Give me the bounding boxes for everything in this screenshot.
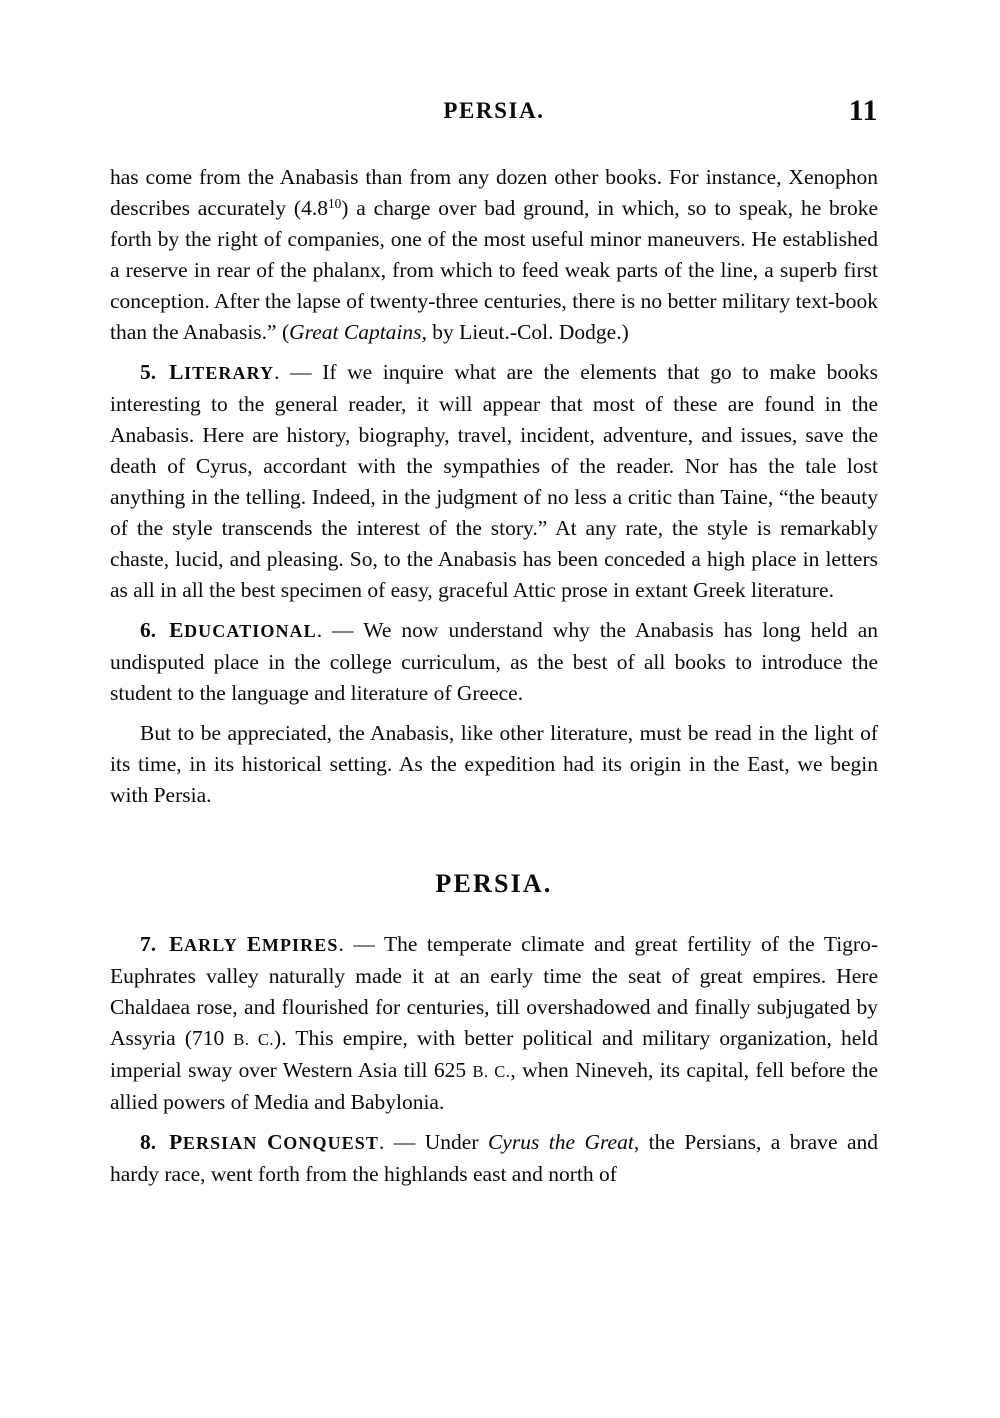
section-8-text-b: , the Persians, a brave and hardy race, went forth from the highlands east and north of [110,1130,878,1186]
section-title-7-initial2: E [246,932,262,956]
chapter-heading: PERSIA. [435,869,553,898]
paragraph-but: But to be appreciated, the Anabasis, like other literature, must be read in the light of its time, in its historical setting. As the expedition had its origin in the East, we begin with Persia. [110,721,878,807]
footnote-reference: 10 [327,196,342,212]
paragraph-carryover [110,162,878,348]
paragraph-section-6 [110,615,878,709]
section-title-6-rest: DUCATIONAL [184,621,317,641]
section-title-7-rest: ARLY [184,935,247,955]
spacer-thin [375,932,384,956]
spacer-thin [415,1130,424,1154]
bc-date-1: B. C. [233,1030,275,1049]
section-title-6-initial: E [169,618,185,642]
em-dash-7: — [353,932,375,956]
section-number-8: 8. [140,1130,157,1154]
text-block [110,162,878,1190]
page-number: 11 [848,94,878,127]
section-title-8-initial: P [169,1130,183,1154]
section-number-7: 7. [140,932,157,956]
citation-title: Great Captains [289,320,422,344]
section-title-7-initial: E [169,932,185,956]
em-dash-5: — [290,360,312,384]
section-8-punct: . [379,1130,394,1154]
paragraph-section-5 [110,357,878,606]
section-title-8-rest: ERSIAN [182,1133,268,1153]
section-title-8 [169,1130,380,1154]
em-dash-8: — [393,1130,416,1154]
cyrus-italic: Cyrus the Great [487,1130,634,1154]
section-7-punct: . [338,932,354,956]
em-dash-6: — [332,618,354,642]
section-number-5: 5. [140,360,157,384]
section-5-punct: . [274,360,291,384]
section-7-text-a: The temperate climate and great fertility of the Tigro-Euphrates valley naturally made it at an early time the seat of great empires. Here Chaldaea rose, and flourished for centuries, till overshadowed and finally subjugated by Assyria (710 [110,932,878,1050]
running-head-title: PERSIA. [443,98,545,123]
section-8-text-a: Under [424,1130,488,1154]
section-title-8-rest2: ONQUEST [283,1133,380,1153]
paragraph-section-7 [110,929,878,1118]
carryover-text-before-note: has come from the Anabasis than from any dozen other books. For instance, Xenophon describes accurately (4.8 [110,165,878,220]
carryover-text-tail: , by Lieut.-Col. Dodge.) [421,320,629,344]
section-title-7 [169,932,339,956]
chapter-heading-wrap [110,869,878,899]
spacer-thin [312,360,323,384]
section-title-6 [169,618,317,642]
section-7-text-b: ). This empire, with better political and military organization, held imperial sway over Western Asia till 625 [110,1026,878,1082]
paragraph-section-8 [110,1127,878,1190]
running-head [110,94,878,132]
section-number-6: 6. [140,618,157,642]
section-title-8-initial2: C [267,1130,284,1154]
section-title-5-initial: L [169,360,185,384]
section-title-7-rest2: MPIRES [261,935,339,955]
carryover-text-after-note: ) a charge over bad ground, in which, so to speak, he broke forth by the right of companies, one of the most useful minor maneuvers. He established a reserve in rear of the phalanx, from which to feed weak parts of the line, a superb first conception. After the lapse of twenty-three centuries, there is no better military text-book than the Anabasis.” ( [110,196,879,344]
spacer-thin [354,618,364,642]
section-7-text-c: , when Nineveh, its capital, fell before the allied powers of Media and Babylonia. [110,1058,878,1114]
section-title-5-rest: ITERARY [184,363,275,383]
section-5-text: If we inquire what are the elements that go to make books interesting to the general reader, it will appear that most of these are found in the Anabasis. Here are history, biography, travel, incident, adventure, and issues, save the death of Cyrus, accordant with the sympathies of the reader. Nor has the tale lost anything in the telling. Indeed, in the judgment of no less a critic than Taine, “the beauty of the style transcends the interest of the story.” At any rate, the style is remarkably chaste, lucid, and pleasing. So, to the Anabasis has been conceded a high place in letters as all in all the best specimen of easy, graceful Attic prose in extant Greek literature. [110,360,879,602]
section-title-5 [169,360,275,384]
section-6-punct: . [316,618,333,642]
bc-date-2: B. C. [472,1062,511,1081]
section-6-text: We now understand why the Anabasis has long held an undisputed place in the college curriculum, as the best of all books to introduce the student to the language and literature of Greece. [110,618,878,705]
